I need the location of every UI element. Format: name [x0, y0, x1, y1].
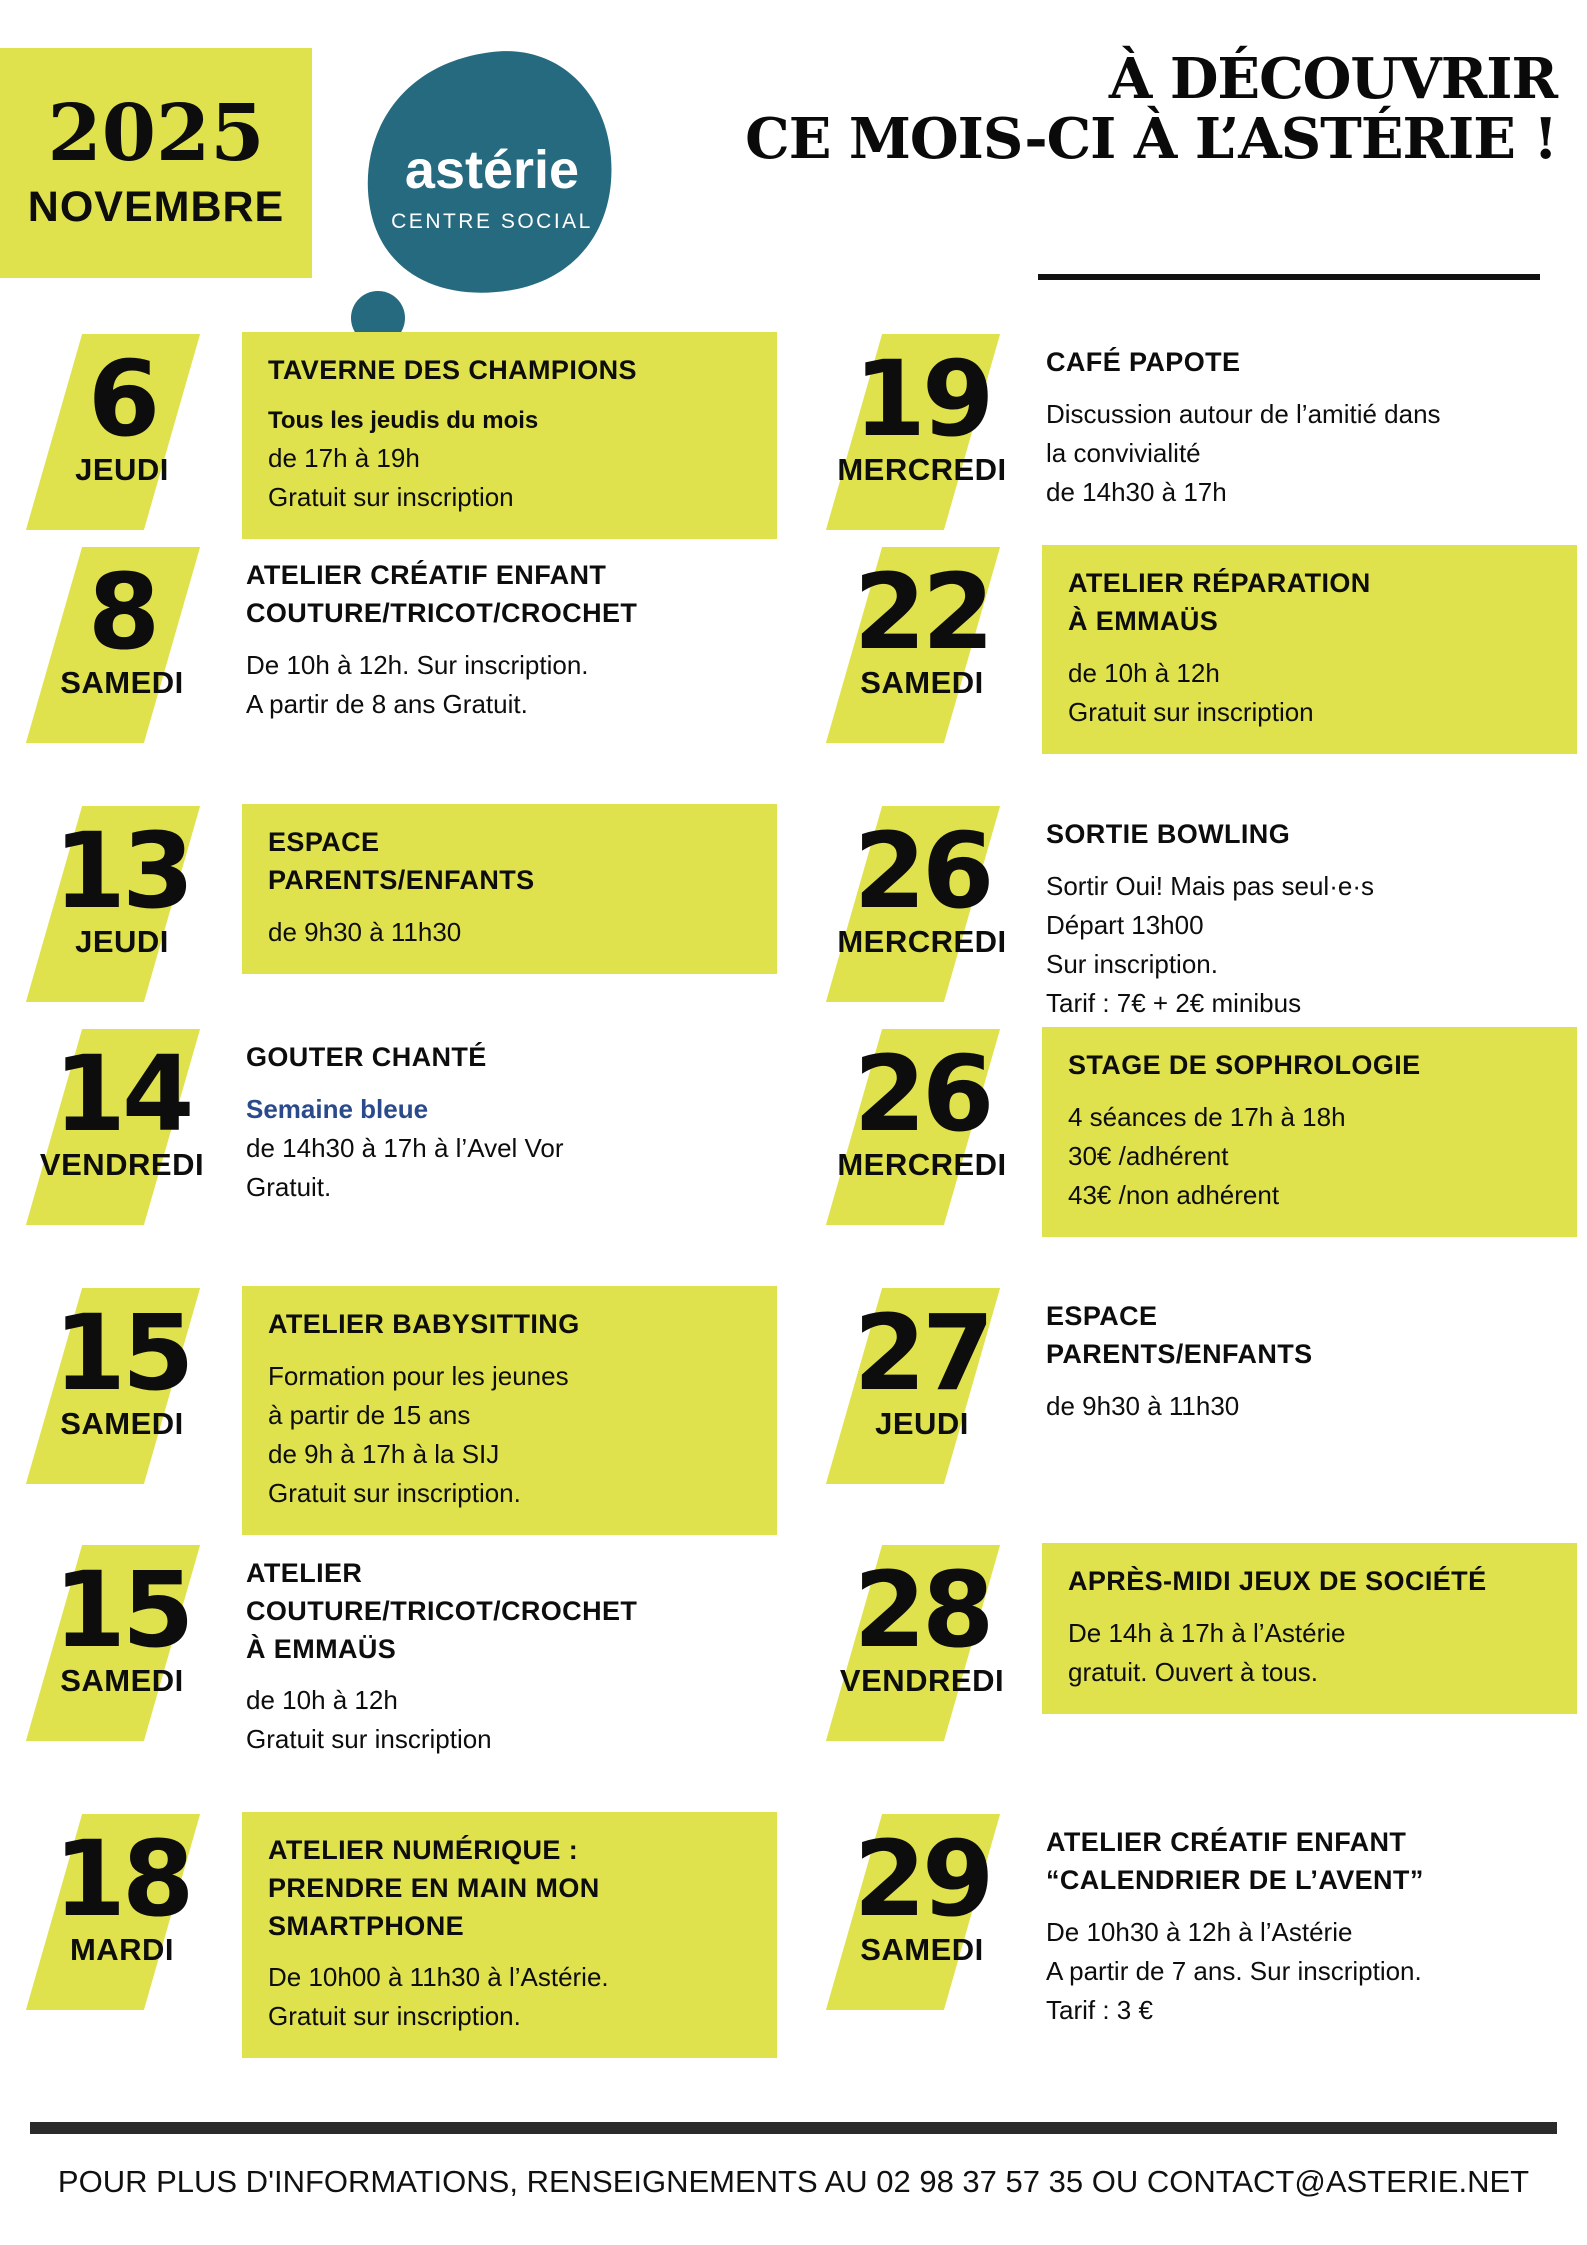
event-title [1046, 816, 1573, 854]
event-title [246, 1039, 773, 1077]
event-title [1046, 344, 1573, 382]
event-title-line: PARENTS/ENFANTS [1046, 1338, 1313, 1369]
event-date-number: 28 [853, 1549, 991, 1671]
event-date-badge [12, 1286, 232, 1486]
logo-subtitle-text: CENTRE SOCIAL [391, 210, 593, 233]
event-title-line: STAGE DE SOPHROLOGIE [1068, 1050, 1421, 1080]
event-body-line: Tarif : 7€ + 2€ minibus [1046, 987, 1302, 1018]
event-title [1046, 1824, 1573, 1900]
event-body-line: 4 séances de 17h à 18h [1068, 1101, 1346, 1132]
date-badge-text [12, 1549, 232, 1699]
event-body-line: Gratuit. [246, 1171, 332, 1202]
event-date-badge [12, 804, 232, 1004]
event-date-badge [12, 1027, 232, 1227]
event-title-line: GOUTER CHANTÉ [246, 1042, 487, 1072]
event-body-line: Gratuit sur inscription [246, 1724, 492, 1755]
event-body [246, 1681, 773, 1759]
event-13-jeudi [12, 804, 812, 1014]
event-body [268, 913, 751, 952]
event-body-line: la convivialité [1046, 437, 1201, 468]
event-title [1068, 1047, 1551, 1085]
event-day-name: VENDREDI [39, 1147, 205, 1183]
event-day-name: SAMEDI [60, 665, 184, 701]
event-day-name: MERCREDI [837, 452, 1007, 488]
event-body [1046, 867, 1573, 1023]
event-day-name: VENDREDI [839, 1663, 1005, 1699]
date-badge-text [812, 810, 1032, 960]
event-body [246, 646, 773, 724]
event-date-number: 26 [853, 1033, 991, 1155]
event-title-line: ATELIER RÉPARATION [1068, 568, 1371, 598]
event-body-line: Formation pour les jeunes [268, 1360, 569, 1391]
logo-name-text: astérie [404, 140, 580, 200]
date-badge-text [812, 551, 1032, 701]
event-date-badge [12, 1812, 232, 2012]
event-title [1068, 565, 1551, 641]
event-29-samedi [812, 1812, 1580, 2112]
event-body-line: à partir de 15 ans [268, 1399, 471, 1430]
event-title [268, 824, 751, 900]
event-content [1042, 545, 1577, 754]
event-date-number: 14 [53, 1033, 191, 1155]
event-content [1042, 804, 1577, 1023]
event-day-name: MARDI [69, 1932, 175, 1968]
event-title-line: PRENDRE EN MAIN MON [268, 1872, 600, 1903]
footer-divider [30, 2122, 1557, 2134]
event-title-line: TAVERNE DES CHAMPIONS [268, 355, 637, 385]
event-content [1042, 1543, 1577, 1714]
events-column-right [812, 332, 1580, 2112]
date-badge-text [12, 1818, 232, 1968]
event-6-jeudi [12, 332, 812, 532]
event-content [242, 545, 777, 724]
event-content [242, 1286, 777, 1535]
event-body [1046, 395, 1573, 512]
event-body-line: de 10h à 12h [1068, 657, 1220, 688]
event-body [246, 1090, 773, 1207]
event-body-line: Sortir Oui! Mais pas seul·e·s [1046, 870, 1374, 901]
title-underline [1038, 274, 1540, 280]
event-title-line: ATELIER BABYSITTING [268, 1309, 580, 1339]
event-title-line: COUTURE/TRICOT/CROCHET [246, 597, 638, 628]
event-day-name: SAMEDI [60, 1406, 184, 1442]
event-18-mardi [12, 1812, 812, 2112]
event-title-line: ESPACE [1046, 1301, 1158, 1331]
event-title-line: “CALENDRIER DE L’AVENT” [1046, 1864, 1424, 1895]
event-date-badge [812, 545, 1032, 745]
event-title [268, 352, 751, 390]
event-date-number: 6 [87, 338, 157, 460]
date-badge-text [812, 1033, 1032, 1183]
event-date-badge [812, 1543, 1032, 1743]
event-body-line: de 17h à 19h [268, 442, 420, 473]
event-content [1042, 1812, 1577, 2030]
event-body-line: de 10h à 12h [246, 1685, 398, 1716]
event-date-badge [812, 1812, 1032, 2012]
event-body-line: A partir de 8 ans Gratuit. [246, 688, 528, 719]
event-date-badge [12, 332, 232, 532]
event-date-number: 18 [53, 1818, 191, 1940]
event-body-line: Gratuit sur inscription [1068, 696, 1314, 727]
event-body-line: de 9h à 17h à la SIJ [268, 1438, 500, 1469]
event-body-line: A partir de 7 ans. Sur inscription. [1046, 1955, 1422, 1986]
event-body [268, 1958, 751, 2036]
event-15-samedi [12, 1286, 812, 1530]
event-body-line: Sur inscription. [1046, 948, 1218, 979]
event-content [1042, 1027, 1577, 1237]
event-date-number: 15 [53, 1292, 191, 1414]
event-body-line: de 9h30 à 11h30 [1046, 1390, 1240, 1421]
event-day-name: MERCREDI [837, 924, 1007, 960]
event-title [1046, 1298, 1573, 1374]
event-body-line: Tarif : 3 € [1046, 1994, 1153, 2025]
event-body-line: Départ 13h00 [1046, 909, 1204, 940]
date-badge-text [812, 1292, 1032, 1442]
event-day-name: JEUDI [75, 452, 169, 488]
month-label: NOVEMBRE [27, 182, 285, 231]
event-date-badge [12, 545, 232, 745]
event-title-line: À EMMAÜS [246, 1633, 397, 1664]
event-title-line: PARENTS/ENFANTS [268, 864, 535, 895]
event-date-number: 26 [853, 810, 991, 932]
event-26-mercredi [812, 1027, 1580, 1273]
event-date-number: 8 [87, 551, 157, 673]
event-content [1042, 1286, 1577, 1426]
event-26-mercredi [812, 804, 1580, 1018]
date-badge-text [12, 551, 232, 701]
event-title-line: ATELIER CRÉATIF ENFANT [246, 560, 607, 590]
event-body-line: de 14h30 à 17h à l’Avel Vor [246, 1132, 564, 1163]
event-title-line: APRÈS-MIDI JEUX DE SOCIÉTÉ [1068, 1566, 1487, 1596]
event-title [268, 1832, 751, 1945]
events-grid [12, 332, 1580, 2112]
event-body-line: 43€ /non adhérent [1068, 1179, 1280, 1210]
event-14-vendredi [12, 1027, 812, 1273]
event-body-line: De 14h à 17h à l’Astérie [1068, 1617, 1346, 1648]
event-15-samedi [12, 1543, 812, 1799]
event-27-jeudi [812, 1286, 1580, 1530]
event-22-samedi [812, 545, 1580, 791]
event-content [242, 804, 777, 974]
event-title [246, 557, 773, 633]
event-content [242, 1812, 777, 2058]
event-body-line: Gratuit sur inscription [268, 481, 514, 512]
event-title-line: À EMMAÜS [1068, 605, 1219, 636]
event-title-line: ATELIER [246, 1558, 363, 1588]
date-badge-text [12, 1033, 232, 1183]
event-title [268, 1306, 751, 1344]
event-body-line: Gratuit sur inscription. [268, 1477, 521, 1508]
event-body-line: Semaine bleue [246, 1093, 429, 1124]
event-28-vendredi [812, 1543, 1580, 1799]
event-content [242, 1027, 777, 1207]
event-day-name: SAMEDI [860, 665, 984, 701]
event-title-line: COUTURE/TRICOT/CROCHET [246, 1595, 638, 1626]
event-body [1068, 1098, 1551, 1215]
date-badge-text [812, 338, 1032, 488]
date-header-box [0, 48, 312, 278]
event-date-number: 29 [853, 1818, 991, 1940]
event-body-line: Tous les jeudis du mois [268, 406, 539, 434]
event-date-badge [812, 804, 1032, 1004]
event-day-name: SAMEDI [60, 1663, 184, 1699]
event-title-line: ATELIER NUMÉRIQUE : [268, 1835, 579, 1865]
event-date-badge [812, 332, 1032, 532]
event-date-number: 13 [53, 810, 191, 932]
date-badge-text [812, 1818, 1032, 1968]
event-date-number: 19 [853, 338, 991, 460]
event-title-line: ATELIER CRÉATIF ENFANT [1046, 1827, 1407, 1857]
event-date-badge [12, 1543, 232, 1743]
event-body-line: Gratuit sur inscription. [268, 2001, 521, 2032]
event-content [242, 1543, 777, 1759]
event-body [268, 403, 751, 517]
date-badge-text [12, 1292, 232, 1442]
event-date-number: 27 [853, 1292, 991, 1414]
event-content [242, 332, 777, 539]
event-body [268, 1357, 751, 1513]
event-day-name: JEUDI [875, 1406, 969, 1442]
event-body-line: De 10h30 à 12h à l’Astérie [1046, 1916, 1353, 1947]
event-body-line: De 10h à 12h. Sur inscription. [246, 649, 589, 680]
event-title-line: ESPACE [268, 827, 380, 857]
year-label: 2025 [47, 87, 265, 179]
event-8-samedi [12, 545, 812, 791]
event-title [1068, 1563, 1551, 1601]
event-body-line: de 9h30 à 11h30 [268, 916, 462, 947]
event-day-name: SAMEDI [860, 1932, 984, 1968]
events-column-left [12, 332, 812, 2112]
page-title [657, 46, 1557, 172]
event-date-number: 22 [853, 551, 991, 673]
event-date-number: 15 [53, 1549, 191, 1671]
event-body-line: gratuit. Ouvert à tous. [1068, 1656, 1319, 1687]
footer-contact-text: POUR PLUS D'INFORMATIONS, RENSEIGNEMENTS AU 02 98 37 57 35 OU CONTACT@ASTERIE.NET [57, 2164, 1530, 2199]
event-body [1046, 1387, 1573, 1426]
event-title-line: SORTIE BOWLING [1046, 819, 1291, 849]
date-badge-text [812, 1549, 1032, 1699]
event-title [246, 1555, 773, 1668]
page-title-line1: À DÉCOUVRIR [1108, 46, 1557, 112]
event-content [1042, 332, 1577, 512]
event-body [1046, 1913, 1573, 2030]
event-day-name: MERCREDI [837, 1147, 1007, 1183]
date-badge-text [12, 810, 232, 960]
event-date-badge [812, 1027, 1032, 1227]
event-day-name: JEUDI [75, 924, 169, 960]
date-badge-text [12, 338, 232, 488]
event-body-line: 30€ /adhérent [1068, 1140, 1229, 1171]
page-title-line2: CE MOIS-CI À L’ASTÉRIE ! [745, 105, 1557, 172]
event-title-line: CAFÉ PAPOTE [1046, 347, 1241, 377]
event-body [1068, 1614, 1551, 1692]
event-body-line: De 10h00 à 11h30 à l’Astérie. [268, 1962, 609, 1993]
event-body [1068, 654, 1551, 732]
event-body-line: de 14h30 à 17h [1046, 476, 1227, 507]
event-title-line: SMARTPHONE [268, 1910, 465, 1941]
event-19-mercredi [812, 332, 1580, 532]
event-date-badge [812, 1286, 1032, 1486]
event-body-line: Discussion autour de l’amitié dans [1046, 398, 1441, 429]
